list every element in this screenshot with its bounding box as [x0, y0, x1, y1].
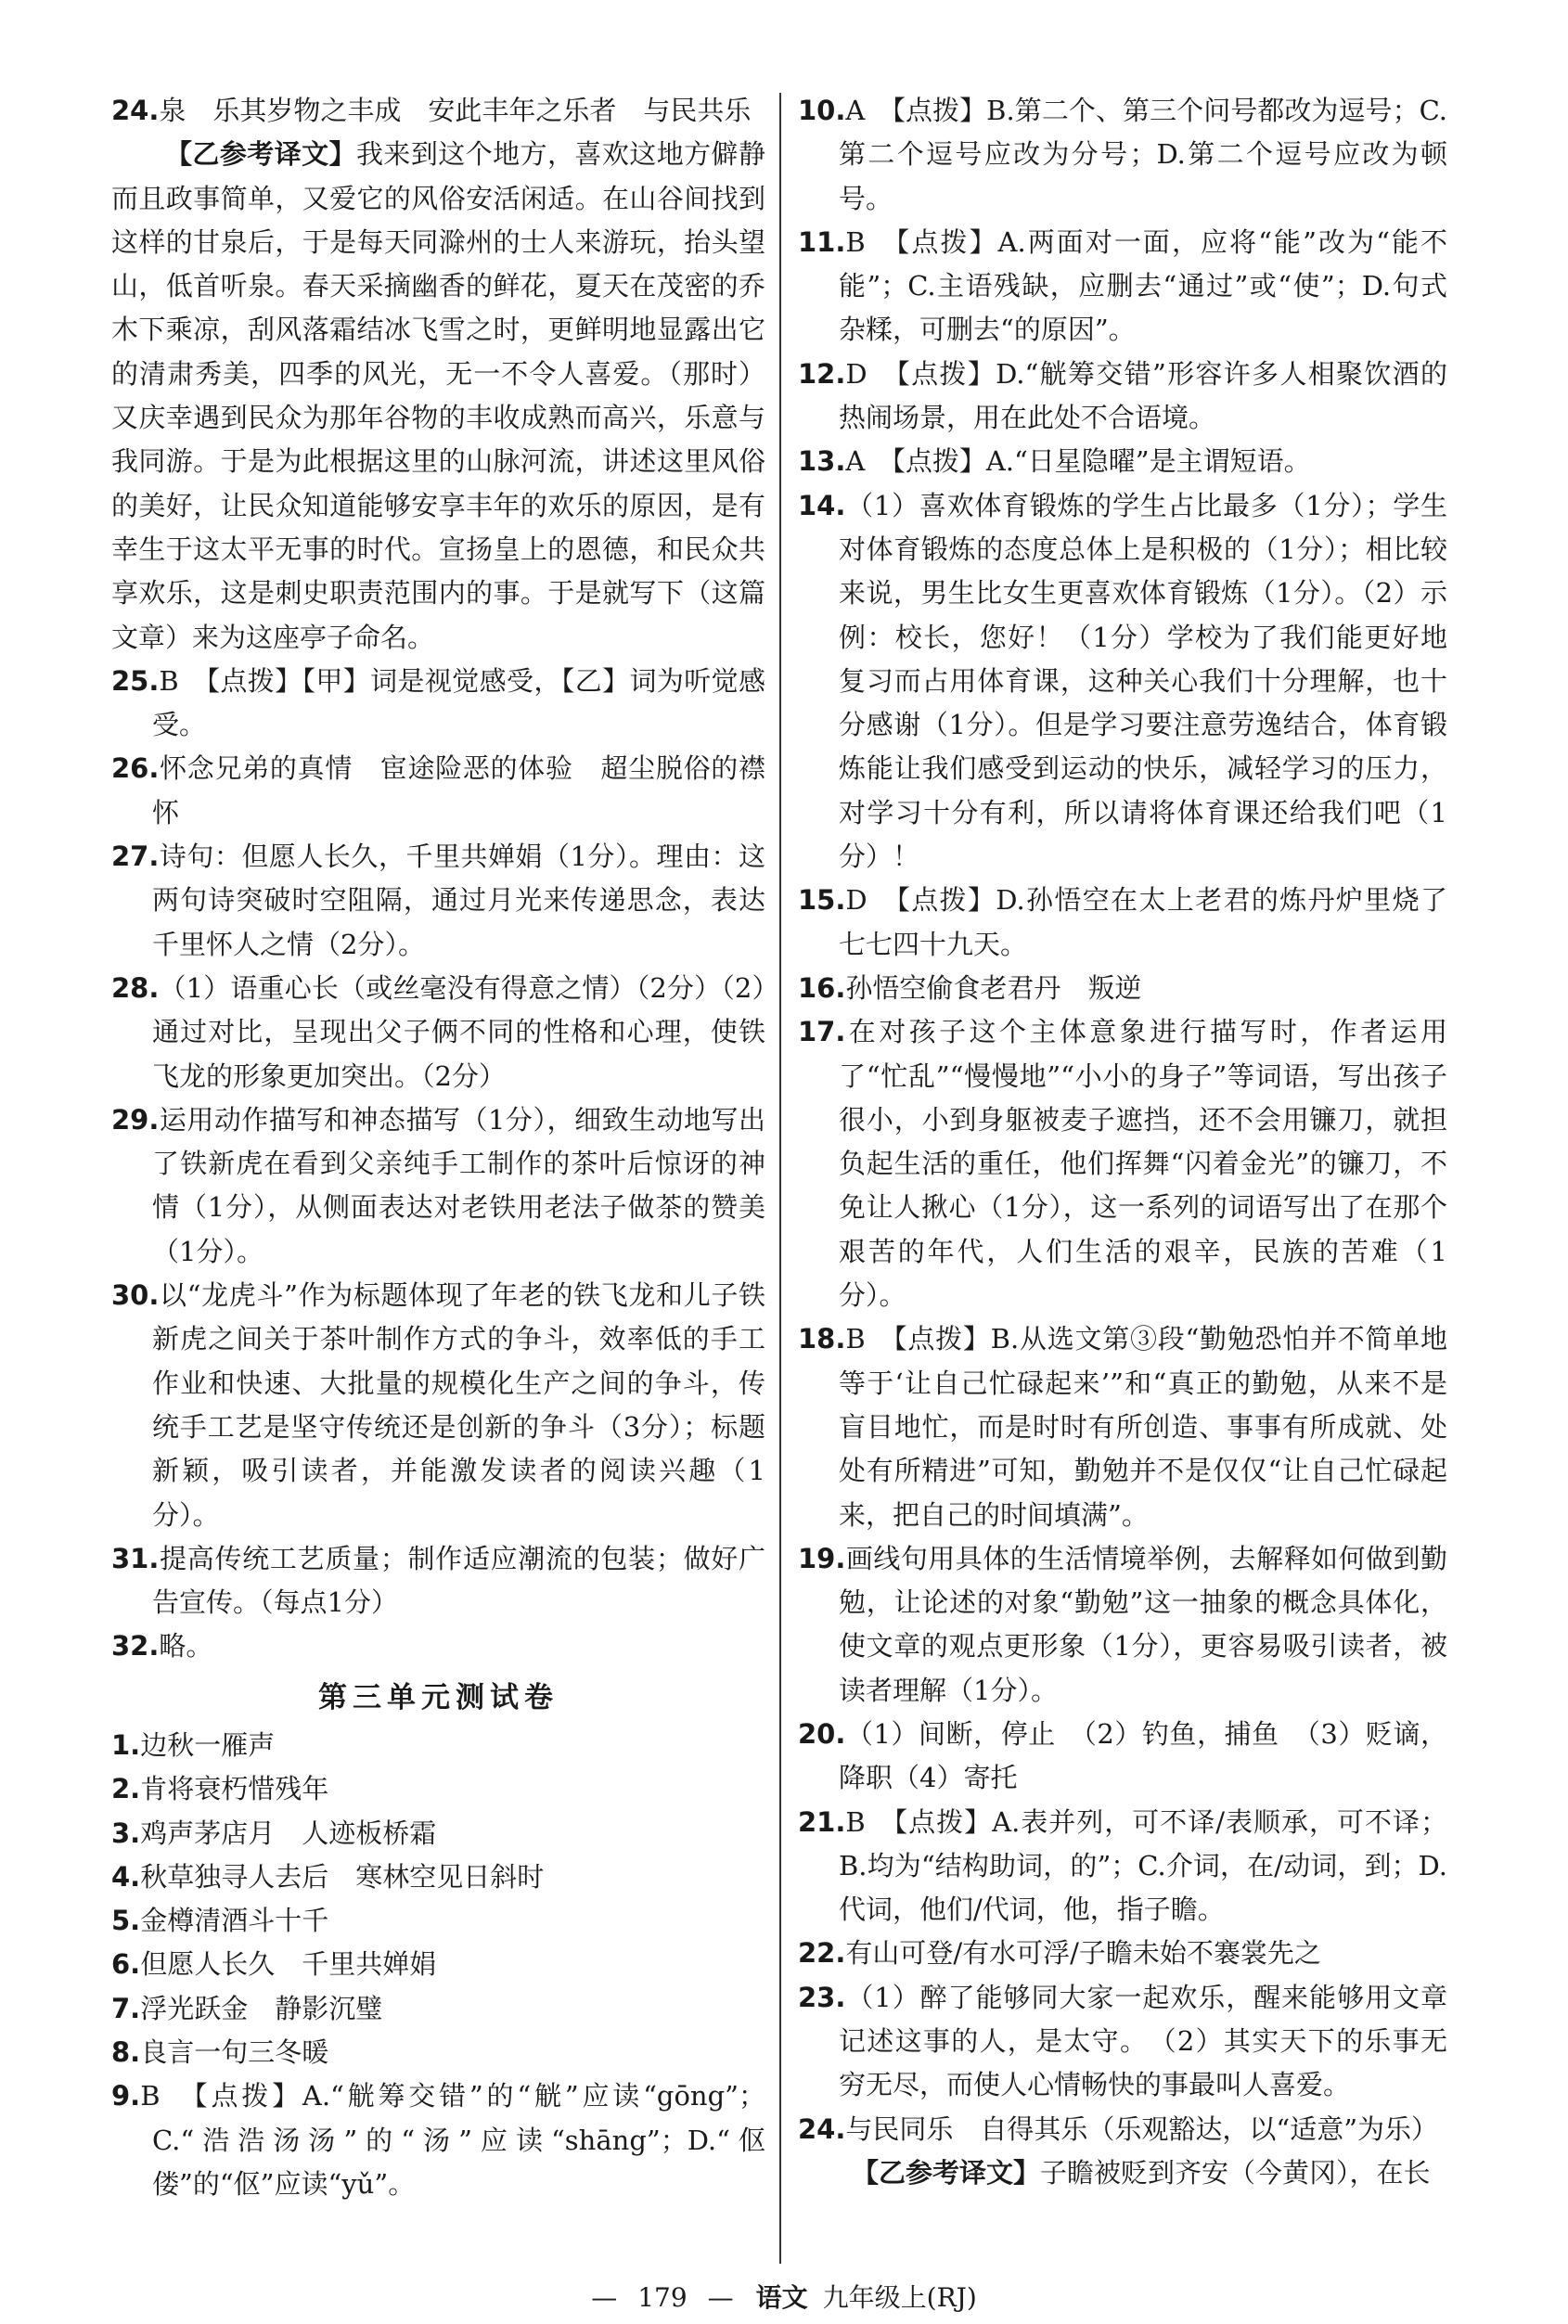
answer-item — [111, 1899, 765, 1943]
item-number: 19. — [798, 1542, 846, 1574]
answer-item — [111, 2074, 765, 2206]
item-number: 26. — [111, 752, 160, 785]
answer-item — [111, 1855, 765, 1899]
item-text: 边秋一雁声 — [140, 1728, 276, 1761]
item-number: 27. — [111, 841, 160, 873]
item-number: 3. — [111, 1817, 141, 1849]
item-text: B 【点拨】A.表并列，可不译/表顺承，可不译；B.均为“结构助词，的”；C.介词，在/动词，到；D.代词，他们/代词，他，指子瞻。 — [839, 1805, 1447, 1926]
item-text: 略。 — [159, 1630, 213, 1663]
item-number: 32. — [111, 1630, 160, 1663]
footer-dash: — — [707, 2282, 734, 2313]
item-text: D 【点拨】D.孙悟空在太上老君的炼丹炉里烧了七七四十九天。 — [839, 884, 1447, 960]
item-number: 15. — [798, 884, 846, 917]
item-number: 13. — [798, 445, 846, 478]
item-text: 有山可登/有水可浮/子瞻未始不褰裳先之 — [845, 1937, 1321, 1970]
item-text: 鸡声茅店月 人迹板桥霜 — [140, 1817, 437, 1849]
answer-item — [798, 879, 1447, 967]
item-text: B 【点拨】【甲】词是视觉感受，【乙】词为听觉感受。 — [152, 664, 765, 741]
item-number: 31. — [111, 1542, 160, 1574]
item-text: 孙悟空偷食老君丹 叛逆 — [845, 971, 1142, 1004]
answer-item — [798, 1801, 1447, 1932]
item-number: 28. — [111, 971, 160, 1004]
item-text: 运用动作描写和神态描写（1分），细致生动地写出了铁新虎在看到父亲纯手工制作的茶叶后惊讶的神情（1分），从侧面表达对老铁用老法子做茶的赞美（1分）。 — [152, 1103, 765, 1267]
item-number: 16. — [798, 971, 846, 1004]
item-number: 23. — [798, 1981, 846, 2013]
item-number: 20. — [798, 1717, 846, 1750]
item-text: 金樽清酒斗十千 — [140, 1905, 329, 1937]
item-number: 6. — [111, 1948, 141, 1981]
answer-item — [111, 967, 765, 1098]
item-number: 9. — [111, 2080, 141, 2112]
answer-item — [111, 89, 765, 133]
answer-item — [798, 221, 1447, 353]
answer-item — [111, 660, 765, 748]
page-footer — [0, 2278, 1568, 2315]
item-text: 诗句：但愿人长久，千里共婵娟（1分）。理由：这两句诗突破时空阻隔，通过月光来传递思念，表达千里怀人之情（2分）。 — [152, 841, 765, 960]
answer-item — [798, 2108, 1447, 2151]
page-number: 179 — [637, 2282, 688, 2313]
answer-item — [111, 1537, 765, 1625]
answer-item — [798, 1976, 1447, 2108]
footer-subject: 语文 — [755, 2282, 808, 2313]
item-text: 与民同乐 自得其乐（乐观豁达，以“适意”为乐） — [845, 2112, 1439, 2145]
translation-label: 【乙参考译文】 — [852, 2156, 1041, 2189]
item-text: 以“龙虎斗”作为标题体现了年老的铁飞龙和儿子铁新虎之间关于茶叶制作方式的争斗，效率低的手工作业和快速、大批量的规模化生产之间的争斗，传统手工艺是坚守传统还是创新的争斗（3分）；标题新颖，吸引读者，并能激发读者的阅读兴趣（1分）。 — [152, 1279, 765, 1531]
answer-item — [798, 1713, 1447, 1801]
item-number: 8. — [111, 2036, 141, 2069]
column-divider — [779, 93, 781, 2264]
answer-item — [798, 484, 1447, 880]
item-text: 秋草独寻人去后 寒林空见日斜时 — [140, 1860, 545, 1893]
item-text: 但愿人长久 千里共婵娟 — [140, 1948, 437, 1981]
answer-item — [798, 1537, 1447, 1713]
item-text: 怀念兄弟的真情 宦途险恶的体验 超尘脱俗的襟怀 — [152, 752, 765, 828]
answer-item — [111, 835, 765, 967]
item-text: 浮光跃金 静影沉璧 — [140, 1992, 383, 2024]
item-text: B 【点拨】A.“觥筹交错”的“觥”应读“gōng”；C.“浩浩汤汤”的“汤”应读“shāng”；D.“伛偻”的“伛”应读“yǔ”。 — [140, 2080, 765, 2200]
answer-item — [798, 967, 1447, 1010]
answer-item — [111, 1767, 765, 1811]
item-text: 肯将衰朽惜残年 — [140, 1773, 329, 1805]
item-text: D 【点拨】D.“觥筹交错”形容许多人相聚饮酒的热闹场景，用在此处不合语境。 — [839, 357, 1447, 434]
item-text: （1）语重心长（或丝毫没有得意之情）（2分）（2）通过对比，呈现出父子俩不同的性格和心理，使铁飞龙的形象更加突出。（2分） — [152, 971, 765, 1092]
answer-item — [111, 1624, 765, 1668]
answer-item — [111, 1812, 765, 1855]
item-number: 2. — [111, 1773, 141, 1805]
translation-text: 子瞻被贬到齐安（今黄冈），在长 — [1040, 2156, 1431, 2189]
item-text: （1）间断，停止 （2）钓鱼，捕鱼 （3）贬谪，降职（4）寄托 — [839, 1717, 1447, 1794]
item-text: B 【点拨】B.从选文第③段“勤勉恐怕并不简单地等于‘让自己忙碌起来’”和“真正的勤勉，从来不是盲目地忙，而是时时有所创造、事事有所成就、处处有所精进”可知，勤勉并不是仅仅“让自己忙碌起来，把自己的时间填满”。 — [839, 1323, 1447, 1531]
answer-item — [111, 2031, 765, 2074]
answer-item — [798, 1317, 1447, 1536]
answer-item — [111, 1274, 765, 1537]
left-column — [111, 89, 765, 2206]
item-number: 7. — [111, 1992, 141, 2024]
answer-item — [111, 747, 765, 835]
item-number: 1. — [111, 1728, 141, 1761]
item-number: 21. — [798, 1805, 846, 1838]
item-number: 24. — [111, 95, 160, 126]
footer-dash: — — [591, 2282, 618, 2313]
item-number: 5. — [111, 1905, 141, 1937]
answer-item — [798, 353, 1447, 441]
item-number: 14. — [798, 489, 846, 521]
item-text: （1）醉了能够同大家一起欢乐，醒来能够用文章记述这事的人，是太守。 （2）其实天下的乐事无穷无尽，而使人心情畅快的事最叫人喜爱。 — [839, 1981, 1447, 2101]
item-text: 画线句用具体的生活情境举例，去解释如何做到勤勉，让论述的对象“勤勉”这一抽象的概念具体化，使文章的观点更形象（1分），更容易吸引读者，被读者理解（1分）。 — [839, 1542, 1447, 1706]
item-number: 4. — [111, 1860, 141, 1893]
footer-grade: 九年级上(RJ) — [822, 2282, 977, 2313]
translation-text: 我来到这个地方，喜欢这地方僻静而且政事简单，又爱它的风俗安活闲适。在山谷间找到这样的甘泉后，于是每天同滁州的士人来游玩，抬头望山，低首听泉。春天采摘幽香的鲜花，夏天在茂密的乔木下乘凉，刮风落霜结冰飞雪之时，更鲜明地显露出它的清肃秀美，四季的风光，无一不令人喜爱。（那时）又庆幸遇到民众为那年谷物的丰收成熟而高兴，乐意与我同游。于是为此根据这里的山脉河流，讲述这里风俗的美好，让民众知道能够安享丰年的欢乐的原因，是有幸生于这太平无事的时代。宣扬皇上的恩德，和民众共享欢乐，这是刺史职责范围内的事。于是就写下（这篇文章）来为这座亭子命名。 — [111, 138, 765, 653]
answer-item — [111, 1098, 765, 1274]
item-number: 18. — [798, 1323, 846, 1355]
item-text: B 【点拨】A.两面对一面，应将“能”改为“能不能”；C.主语残缺，应删去“通过”或“使”；D.句式杂糅，可删去“的原因”。 — [839, 225, 1447, 346]
item-number: 10. — [798, 95, 846, 126]
item-text: 提高传统工艺质量；制作适应潮流的包装；做好广告宣传。（每点1分） — [152, 1542, 765, 1619]
answer-item — [111, 1724, 765, 1767]
section-title: 第三单元测试卷 — [318, 1680, 559, 1714]
item-number: 17. — [798, 1016, 846, 1048]
reference-translation — [798, 2151, 1447, 2195]
item-number: 29. — [111, 1103, 160, 1136]
reference-translation — [111, 133, 765, 660]
item-text: 良言一句三冬暖 — [140, 2036, 329, 2069]
answer-item — [111, 1943, 765, 1986]
item-text: （1）喜欢体育锻炼的学生占比最多（1分）；学生对体育锻炼的态度总体上是积极的（1分）；相比较来说，男生比女生更喜欢体育锻炼（1分）。（2）示例：校长，您好！（1分）学校为了我们能更好地复习而占用体育课，这种关心我们十分理解，也十分感谢（1分）。但是学习要注意劳逸结合，体育锻炼能让我们感受到运动的快乐，减轻学习的压力，对学习十分有利，所以请将体育课还给我们吧（1分）！ — [839, 489, 1447, 873]
answer-item — [798, 1010, 1447, 1317]
item-text: 泉 乐其岁物之丰成 安此丰年之乐者 与民共乐 — [159, 95, 752, 126]
answer-item — [798, 440, 1447, 483]
item-number: 11. — [798, 225, 846, 258]
item-number: 30. — [111, 1279, 160, 1312]
item-number: 12. — [798, 357, 846, 390]
item-number: 22. — [798, 1937, 846, 1970]
item-text: A 【点拨】A.“日星隐曜”是主谓短语。 — [845, 445, 1311, 478]
answer-item — [798, 89, 1447, 221]
answer-item — [111, 1987, 765, 2031]
item-text: 在对孩子这个主体意象进行描写时，作者运用了“忙乱”“慢慢地”“小小的身子”等词语，写出孩子很小，小到身躯被麦子遮挡，还不会用镰刀，就担负起生活的重任，他们挥舞“闪着金光”的镰刀，不免让人揪心（1分），这一系列的词语写出了在那个艰苦的年代，人们生活的艰辛，民族的苦难（1分）。 — [839, 1016, 1447, 1312]
right-column — [798, 89, 1447, 2195]
item-number: 24. — [798, 2112, 846, 2145]
item-text: A 【点拨】B.第二个、第三个问号都改为逗号；C.第二个逗号应改为分号；D.第二个逗号应改为顿号。 — [839, 95, 1447, 214]
translation-label: 【乙参考译文】 — [165, 138, 356, 171]
answer-item — [798, 1932, 1447, 1975]
item-number: 25. — [111, 664, 160, 697]
